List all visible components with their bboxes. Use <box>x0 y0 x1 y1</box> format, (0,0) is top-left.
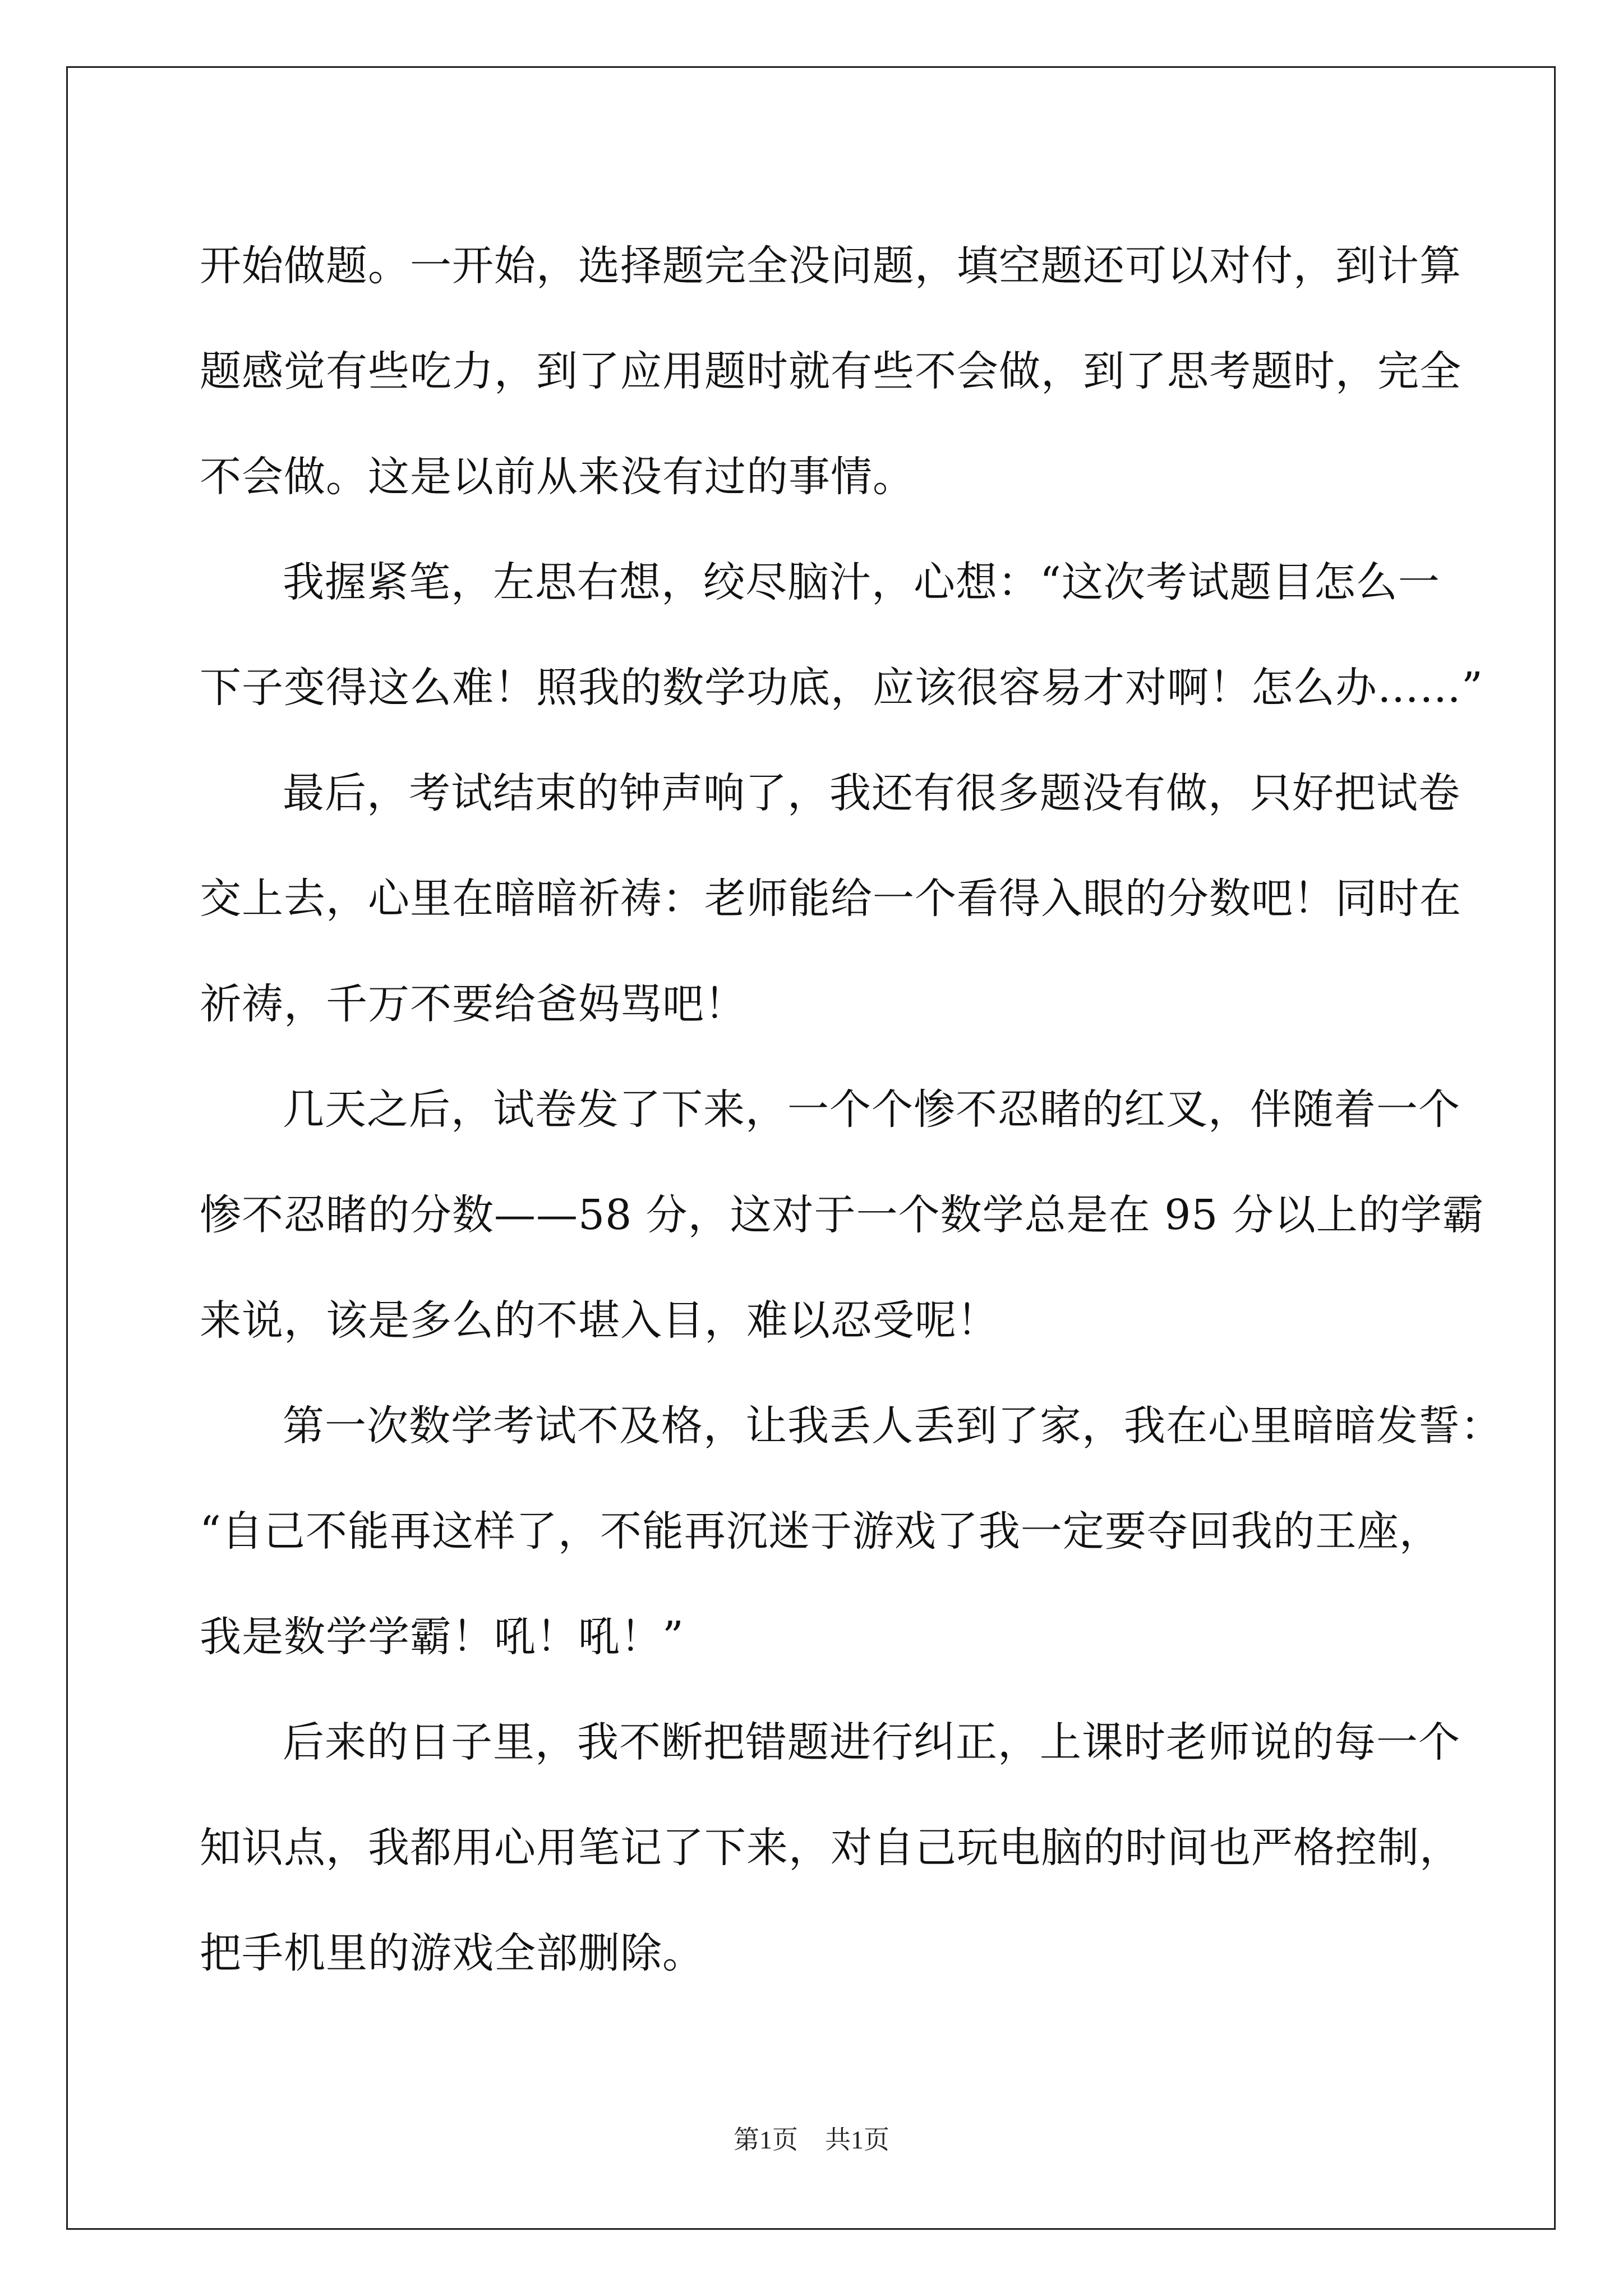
text-line: 后来的日子里，我不断把错题进行纠正，上课时老师说的每一个 <box>283 1718 1460 1766</box>
text-line: 交上去，心里在暗暗祈祷：老师能给一个看得入眼的分数吧！同时在 <box>200 875 1461 923</box>
text-line: 几天之后，试卷发了下来，一个个惨不忍睹的红叉，伴随着一个 <box>283 1085 1460 1134</box>
text-line: 我握紧笔，左思右想，绞尽脑汁，心想：“这次考试题目怎么一 <box>283 558 1440 606</box>
text-line: 题感觉有些吃力，到了应用题时就有些不会做，到了思考题时，完全 <box>200 347 1461 395</box>
text-line: 来说，该是多么的不堪入目，难以忍受呢！ <box>200 1296 999 1345</box>
paragraph-4 <box>200 1057 1484 1373</box>
text-line: 惨不忍睹的分数——58 分，这对于一个数学总是在 95 分以上的学霸 <box>200 1191 1484 1239</box>
text-line: 开始做题。一开始，选择题完全没问题，填空题还可以对付，到计算 <box>200 242 1461 290</box>
text-line: 下子变得这么难！照我的数学功底，应该很容易才对啊！怎么办……” <box>200 664 1483 712</box>
paragraph-3 <box>200 740 1461 1057</box>
document-body <box>200 213 1502 2006</box>
text-line: “自己不能再这样了，不能再沉迷于游戏了我一定要夺回我的王座， <box>200 1507 1441 1556</box>
text-line: 第一次数学考试不及格，让我丢人丢到了家，我在心里暗暗发誓： <box>283 1402 1502 1450</box>
page-number: 第1页 <box>734 2125 798 2154</box>
text-line: 我是数学学霸！吼！吼！” <box>200 1613 684 1661</box>
page-footer <box>0 2119 1623 2156</box>
paragraph-5 <box>200 1373 1502 1690</box>
text-line: 不会做。这是以前从来没有过的事情。 <box>200 453 915 501</box>
paragraph-2 <box>200 530 1483 740</box>
paragraph-1 <box>200 213 1461 530</box>
text-line: 最后，考试结束的钟声响了，我还有很多题没有做，只好把试卷 <box>283 769 1460 817</box>
paragraph-6 <box>200 1690 1461 2006</box>
text-line: 知识点，我都用心用笔记了下来，对自己玩电脑的时间也严格控制， <box>200 1824 1461 1872</box>
text-line: 祈祷，千万不要给爸妈骂吧！ <box>200 980 746 1028</box>
text-line: 把手机里的游戏全部删除。 <box>200 1929 704 1977</box>
page-total: 共1页 <box>825 2125 889 2154</box>
